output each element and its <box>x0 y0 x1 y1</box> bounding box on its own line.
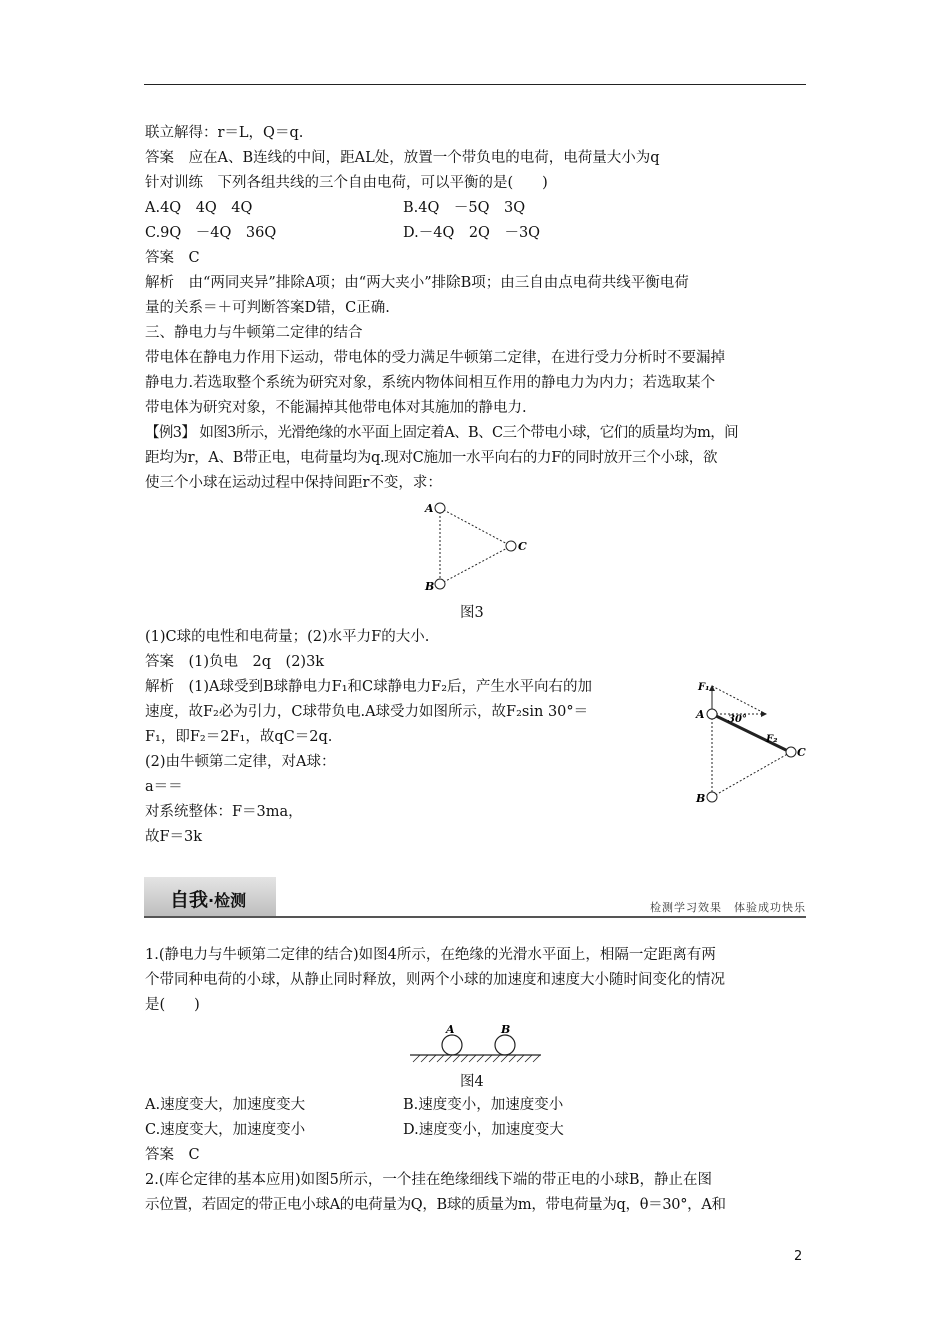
example-line: 使三个小球在运动过程中保持间距r不变，求： <box>145 475 442 491</box>
q1-option-c: C.速度变大，加速度变小 <box>145 1122 306 1138</box>
parallelogram-edge <box>712 686 766 714</box>
figure-4 <box>405 1022 545 1068</box>
ball-a <box>707 709 717 719</box>
section-banner <box>144 877 806 917</box>
question-2-line: 2.(库仑定律的基本应用)如图5所示，一个挂在绝缘细线下端的带正电的小球B，静止在图 <box>145 1172 713 1188</box>
analysis-line: (2)由牛顿第二定律，对A球： <box>145 754 336 770</box>
exercise-title: 针对训练 下列各组共线的三个自由电荷，可以平衡的是( ) <box>145 175 548 191</box>
analysis-line: 解析 (1)A球受到B球静电力F₁和C球静电力F₂后，产生水平向右的加 <box>145 679 593 695</box>
header-rule <box>144 84 806 85</box>
section-heading: 三、静电力与牛顿第二定律的结合 <box>145 325 363 341</box>
label-angle: 30° <box>728 714 747 725</box>
analysis-line: 量的关系＝＋可判断答案D错，C正确. <box>145 300 390 316</box>
label-a: A <box>696 708 705 721</box>
option-a: A.4Q 4Q 4Q <box>145 200 253 216</box>
figure-4-caption: 图4 <box>460 1074 484 1090</box>
edge-ac <box>440 508 511 546</box>
ground-hatching <box>413 1055 540 1062</box>
option-b: B.4Q －5Q 3Q <box>403 200 526 216</box>
label-f2: F₂ <box>766 734 778 745</box>
ball-a <box>435 503 445 513</box>
option-c: C.9Q －4Q 36Q <box>145 225 277 241</box>
example-line: 【例3】 如图3所示，光滑绝缘的水平面上固定着A、B、C三个带电小球，它们的质量均为m，间 <box>145 425 739 441</box>
edge-bc <box>440 546 511 584</box>
force-diagram <box>690 672 810 812</box>
answer-line: 答案 C <box>145 250 200 266</box>
text-line: 联立解得：r＝L，Q＝q. <box>145 125 304 141</box>
edge-bc <box>712 752 791 797</box>
analysis-line: 速度，故F₂必为引力，C球带负电.A球受力如图所示，故F₂sin 30°＝ <box>145 704 589 720</box>
question-line: (1)C球的电性和电荷量；(2)水平力F的大小. <box>145 629 430 645</box>
analysis-line: F₁，即F₂＝2F₁，故qC＝2q. <box>145 729 333 745</box>
label-c: C <box>518 540 527 553</box>
body-line: 带电体为研究对象，不能漏掉其他带电体对其施加的静电力. <box>145 400 527 416</box>
figure-3 <box>415 495 535 595</box>
figure-3-caption: 图3 <box>460 605 484 621</box>
ball-b <box>707 792 717 802</box>
analysis-line: 故F＝3k <box>145 829 203 845</box>
banner-title-main: 自我 <box>170 889 209 911</box>
question-1-line: 个带同种电荷的小球，从静止同时释放，则两个小球的加速度和速度大小随时间变化的情况 <box>145 972 725 988</box>
q1-option-d: D.速度变小，加速度变大 <box>403 1122 564 1138</box>
body-line: 静电力.若选取整个系统为研究对象，系统内物体间相互作用的静电力为内力；若选取某个 <box>145 375 716 391</box>
q1-option-b: B.速度变小，加速度变小 <box>403 1097 564 1113</box>
label-a: A <box>446 1023 455 1036</box>
option-d: D.－4Q 2Q －3Q <box>403 225 541 241</box>
label-b: B <box>696 792 706 805</box>
banner-title <box>170 885 246 912</box>
answer-line: 答案 C <box>145 1147 200 1163</box>
answer-line: 答案 应在A、B连线的中间，距AL处，放置一个带负电的电荷，电荷量大小为q <box>145 150 660 166</box>
label-b: B <box>425 580 435 593</box>
question-1-line: 是( ) <box>145 997 200 1013</box>
page-number: 2 <box>794 1249 803 1264</box>
ball-a <box>442 1035 462 1055</box>
ball-b <box>495 1035 515 1055</box>
analysis-line: 对系统整体：F＝3ma， <box>145 804 303 820</box>
question-2-line: 示位置，若固定的带正电小球A的电荷量为Q，B球的质量为m，带电荷量为q，θ＝30°，A和 <box>145 1197 726 1213</box>
example-line: 距均为r，A、B带正电，电荷量均为q.现对C施加一水平向右的力F的同时放开三个小球，欲 <box>145 450 718 466</box>
banner-title-sub: ·检测 <box>208 891 247 910</box>
answer-line: 答案 (1)负电 2q (2)3k <box>145 654 325 670</box>
ball-b <box>435 579 445 589</box>
analysis-line: a＝＝ <box>145 779 183 795</box>
ball-c <box>786 747 796 757</box>
question-1-line: 1.(静电力与牛顿第二定律的结合)如图4所示，在绝缘的光滑水平面上，相隔一定距离有两 <box>145 947 716 963</box>
force-f2-arrow <box>712 714 788 751</box>
label-b: B <box>501 1023 511 1036</box>
label-f1: F₁ <box>698 682 710 693</box>
ball-c <box>506 541 516 551</box>
q1-option-a: A.速度变大，加速度变大 <box>145 1097 306 1113</box>
label-a: A <box>425 502 434 515</box>
analysis-line: 解析 由“两同夹异”排除A项；由“两大夹小”排除B项；由三自由点电荷共线平衡电荷 <box>145 275 689 291</box>
label-c: C <box>797 746 806 759</box>
banner-slogan: 检测学习效果 体验成功快乐 <box>650 901 806 914</box>
banner-rule <box>144 916 806 918</box>
body-line: 带电体在静电力作用下运动，带电体的受力满足牛顿第二定律，在进行受力分析时不要漏掉 <box>145 350 725 366</box>
